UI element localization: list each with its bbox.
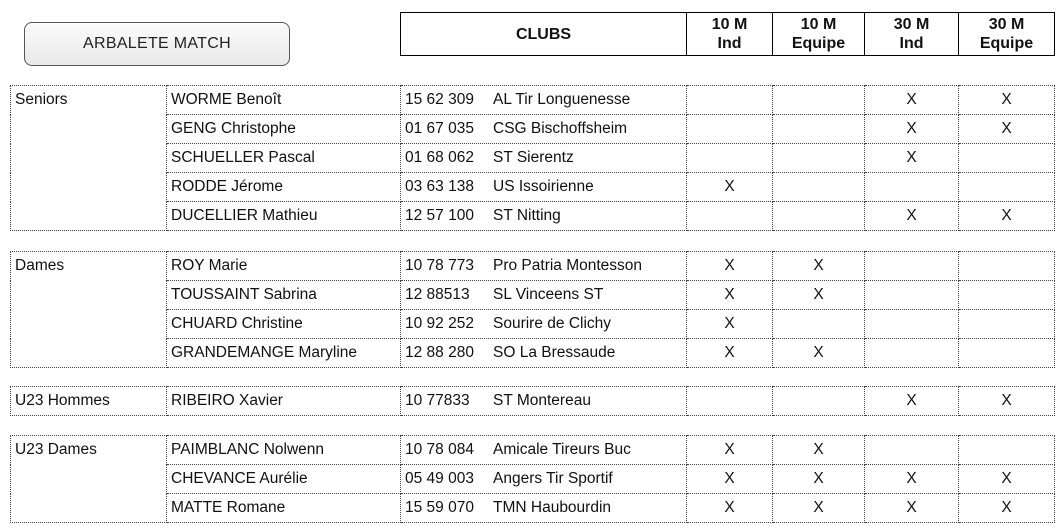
license-number: 01 68 062 — [405, 149, 474, 166]
event-mark-m10eq: X — [773, 281, 865, 310]
event-mark-m10ind — [687, 387, 773, 416]
event-mark-m10ind: X — [687, 173, 773, 202]
event-mark-m10eq — [773, 115, 865, 144]
event-mark-m30ind: X — [865, 387, 959, 416]
category-group — [10, 251, 1055, 368]
event-mark-m30eq: X — [959, 494, 1055, 523]
club-cell — [401, 144, 687, 173]
shooter-name: RIBEIRO Xavier — [167, 387, 401, 416]
club-name: Angers Tir Sportif — [493, 470, 613, 487]
event-mark-m30ind: X — [865, 202, 959, 231]
club-name: Sourire de Clichy — [493, 315, 612, 332]
table-row — [11, 281, 1055, 310]
club-name: Pro Patria Montesson — [493, 257, 643, 274]
event-mark-m30eq: X — [959, 465, 1055, 494]
event-mark-m10ind: X — [687, 310, 773, 339]
event-mark-m10eq — [773, 387, 865, 416]
event-mark-m30ind — [865, 339, 959, 368]
event-mark-m30eq — [959, 310, 1055, 339]
event-mark-m30eq — [959, 436, 1055, 465]
event-mark-m10ind: X — [687, 494, 773, 523]
club-name: AL Tir Longuenesse — [493, 91, 631, 108]
header-10m-equipe: 10 M Equipe — [773, 13, 865, 56]
event-mark-m10eq: X — [773, 465, 865, 494]
club-cell — [401, 86, 687, 115]
event-mark-m10ind — [687, 202, 773, 231]
event-mark-m10ind — [687, 86, 773, 115]
license-number: 10 77833 — [405, 392, 470, 409]
shooter-name: GENG Christophe — [167, 115, 401, 144]
shooter-name: MATTE Romane — [167, 494, 401, 523]
table-row — [11, 387, 1055, 416]
event-mark-m30eq — [959, 173, 1055, 202]
club-cell — [401, 387, 687, 416]
table-row — [11, 494, 1055, 523]
category-label: U23 Dames — [11, 436, 167, 523]
event-mark-m10ind — [687, 144, 773, 173]
table-row — [11, 436, 1055, 465]
license-number: 15 59 070 — [405, 499, 474, 516]
club-name: ST Sierentz — [493, 149, 574, 166]
club-cell — [401, 115, 687, 144]
event-mark-m10eq — [773, 202, 865, 231]
event-mark-m10ind: X — [687, 465, 773, 494]
shooter-name: WORME Benoît — [167, 86, 401, 115]
table-row — [11, 202, 1055, 231]
club-name: ST Nitting — [493, 207, 561, 224]
shooter-name: SCHUELLER Pascal — [167, 144, 401, 173]
title-button: ARBALETE MATCH — [24, 22, 290, 66]
club-name: TMN Haubourdin — [493, 499, 612, 516]
header-10m-ind: 10 M Ind — [687, 13, 773, 56]
club-name: SL Vinceens ST — [493, 286, 604, 303]
license-number: 10 78 084 — [405, 441, 474, 458]
table-row — [11, 310, 1055, 339]
club-name: SO La Bressaude — [493, 344, 616, 361]
shooter-name: TOUSSAINT Sabrina — [167, 281, 401, 310]
event-mark-m30eq: X — [959, 86, 1055, 115]
event-mark-m10ind: X — [687, 281, 773, 310]
event-mark-m10eq — [773, 310, 865, 339]
header-clubs: CLUBS — [401, 13, 687, 56]
shooter-name: GRANDEMANGE Maryline — [167, 339, 401, 368]
club-name: ST Montereau — [493, 392, 591, 409]
shooter-name: CHEVANCE Aurélie — [167, 465, 401, 494]
event-mark-m30ind: X — [865, 115, 959, 144]
event-mark-m30ind: X — [865, 144, 959, 173]
club-name: CSG Bischoffsheim — [493, 120, 628, 137]
license-number: 10 78 773 — [405, 257, 474, 274]
table-row — [11, 465, 1055, 494]
event-mark-m30ind — [865, 281, 959, 310]
shooter-name: DUCELLIER Mathieu — [167, 202, 401, 231]
event-mark-m30eq: X — [959, 115, 1055, 144]
event-mark-m10ind — [687, 115, 773, 144]
event-mark-m30ind — [865, 310, 959, 339]
event-mark-m30ind: X — [865, 494, 959, 523]
license-number: 05 49 003 — [405, 470, 474, 487]
category-group — [10, 386, 1055, 416]
event-mark-m30ind — [865, 436, 959, 465]
event-mark-m10eq: X — [773, 252, 865, 281]
shooter-name: CHUARD Christine — [167, 310, 401, 339]
event-mark-m30eq — [959, 252, 1055, 281]
category-group — [10, 85, 1055, 231]
license-number: 12 88513 — [405, 286, 470, 303]
shooter-name: PAIMBLANC Nolwenn — [167, 436, 401, 465]
license-number: 12 57 100 — [405, 207, 474, 224]
table-row — [11, 86, 1055, 115]
club-cell — [401, 281, 687, 310]
event-mark-m10eq — [773, 144, 865, 173]
event-mark-m10eq: X — [773, 339, 865, 368]
header-30m-ind: 30 M Ind — [865, 13, 959, 56]
club-name: US Issoirienne — [493, 178, 594, 195]
event-mark-m30eq — [959, 144, 1055, 173]
club-cell — [401, 494, 687, 523]
event-mark-m10eq: X — [773, 494, 865, 523]
table-row — [11, 252, 1055, 281]
event-mark-m30eq: X — [959, 387, 1055, 416]
header-30m-equipe: 30 M Equipe — [959, 13, 1055, 56]
club-cell — [401, 339, 687, 368]
category-label: U23 Hommes — [11, 387, 167, 416]
event-mark-m30eq — [959, 281, 1055, 310]
event-mark-m10ind: X — [687, 252, 773, 281]
license-number: 12 88 280 — [405, 344, 474, 361]
table-row — [11, 339, 1055, 368]
event-mark-m10ind: X — [687, 339, 773, 368]
club-cell — [401, 173, 687, 202]
club-cell — [401, 252, 687, 281]
column-header-table — [400, 12, 1055, 56]
license-number: 01 67 035 — [405, 120, 474, 137]
shooter-name: ROY Marie — [167, 252, 401, 281]
event-mark-m10ind: X — [687, 436, 773, 465]
table-row — [11, 173, 1055, 202]
license-number: 15 62 309 — [405, 91, 474, 108]
category-group — [10, 435, 1055, 523]
event-mark-m30eq — [959, 339, 1055, 368]
license-number: 10 92 252 — [405, 315, 474, 332]
event-mark-m10eq: X — [773, 436, 865, 465]
club-cell — [401, 436, 687, 465]
event-mark-m30ind: X — [865, 86, 959, 115]
event-mark-m30ind — [865, 252, 959, 281]
event-mark-m10eq — [773, 173, 865, 202]
category-label: Seniors — [11, 86, 167, 231]
club-cell — [401, 465, 687, 494]
category-label: Dames — [11, 252, 167, 368]
event-mark-m30ind — [865, 173, 959, 202]
license-number: 03 63 138 — [405, 178, 474, 195]
club-cell — [401, 310, 687, 339]
event-mark-m30eq: X — [959, 202, 1055, 231]
club-cell — [401, 202, 687, 231]
club-name: Amicale Tireurs Buc — [493, 441, 631, 458]
shooter-name: RODDE Jérome — [167, 173, 401, 202]
table-row — [11, 115, 1055, 144]
event-mark-m10eq — [773, 86, 865, 115]
event-mark-m30ind: X — [865, 465, 959, 494]
table-row — [11, 144, 1055, 173]
